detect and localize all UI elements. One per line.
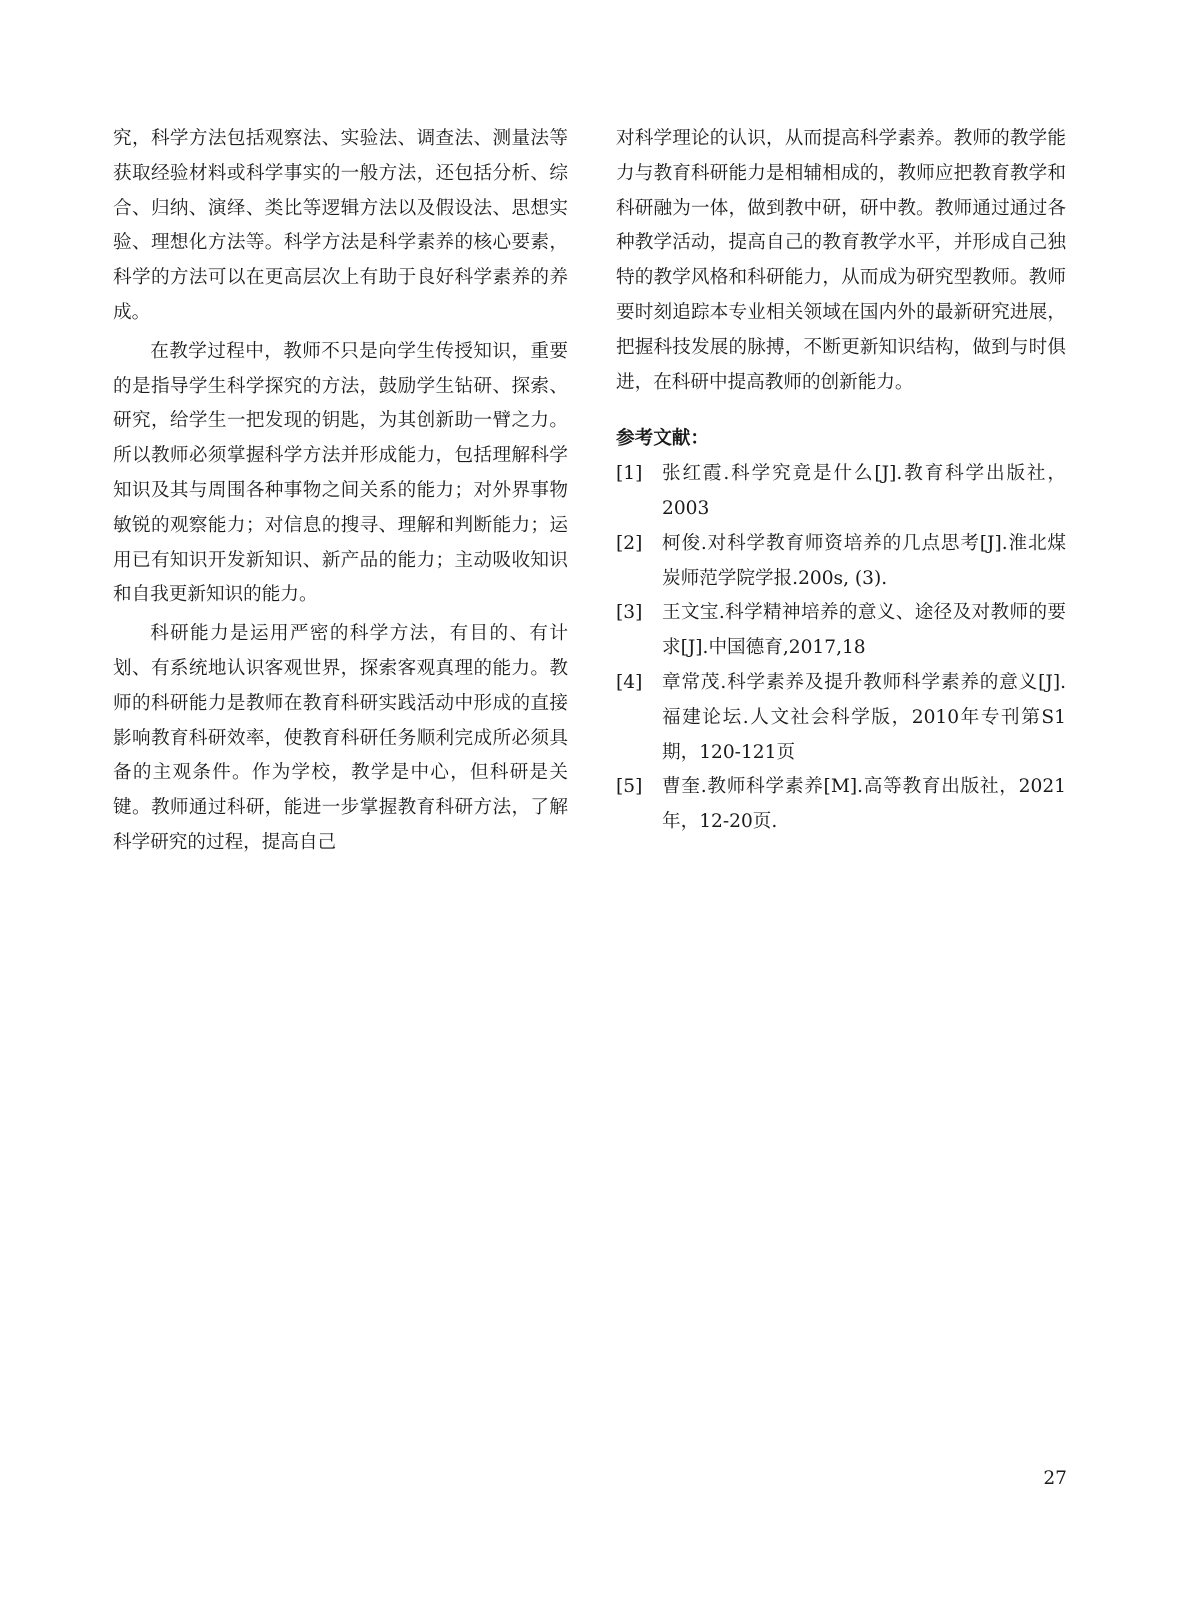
left-column <box>113 122 568 865</box>
body-paragraph-1: 究，科学方法包括观察法、实验法、调查法、测量法等获取经验材料或科学事实的一般方法，还包括分析、综合、归纳、演绎、类比等逻辑方法以及假设法、思想实验、理想化方法等。科学方法是科学素养的核心要素，科学的方法可以在更高层次上有助于良好科学素养的养成。 <box>113 128 568 323</box>
reference-number: [4] <box>616 671 643 693</box>
body-paragraph-2: 在教学过程中，教师不只是向学生传授知识，重要的是指导学生科学探究的方法，鼓励学生钻研、探索、研究，给学生一把发现的钥匙，为其创新助一臂之力。所以教师必须掌握科学方法并形成能力，包括理解科学知识及其与周围各种事物之间关系的能力；对外界事物敏锐的观察能力；对信息的搜寻、理解和判断能力；运用已有知识开发新知识、新产品的能力；主动吸收知识和自我更新知识的能力。 <box>113 340 568 606</box>
reference-item <box>616 770 1066 840</box>
reference-text: 柯俊.对科学教育师资培养的几点思考[J].淮北煤炭师范学院学报.200s, (3). <box>662 532 1066 589</box>
reference-text: 王文宝.科学精神培养的意义、途径及对教师的要求[J].中国德育,2017,18 <box>662 602 1066 659</box>
reference-number: [5] <box>616 776 643 798</box>
reference-text: 张红霞.科学究竟是什么[J].教育科学出版社，2003 <box>662 463 1066 519</box>
reference-text: 章常茂.科学素养及提升教师科学素养的意义[J].福建论坛.人文社会科学版，2010年专刊第S1期，120-121页 <box>662 671 1066 763</box>
body-paragraph-3: 科研能力是运用严密的科学方法，有目的、有计划、有系统地认识客观世界，探索客观真理的能力。教师的科研能力是教师在教育科研实践活动中形成的直接影响教育科研效率，使教育科研任务顺利完成所必须具备的主观条件。作为学校，教学是中心，但科研是关键。教师通过科研，能进一步掌握教育科研方法，了解科学研究的过程，提高自己 <box>113 623 568 853</box>
reference-number: [3] <box>616 602 643 624</box>
reference-number: [1] <box>616 463 643 485</box>
reference-item <box>616 596 1066 666</box>
reference-item <box>616 457 1066 527</box>
body-paragraph-4: 对科学理论的认识，从而提高科学素养。教师的教学能力与教育科研能力是相辅相成的，教师应把教育教学和科研融为一体，做到教中研，研中教。教师通过通过各种教学活动，提高自己的教育教学水平，并形成自己独特的教学风格和科研能力，从而成为研究型教师。教师要时刻追踪本专业相关领域在国内外的最新研究进展，把握科技发展的脉搏，不断更新知识结构，做到与时俱进，在科研中提高教师的创新能力。 <box>616 128 1066 393</box>
page-number: 27 <box>1043 1468 1067 1489</box>
reference-item <box>616 527 1066 597</box>
reference-text: 曹奎.教师科学素养[M].高等教育出版社，2021年，12-20页. <box>662 776 1066 833</box>
reference-item <box>616 666 1066 770</box>
reference-number: [2] <box>616 532 643 554</box>
references-list <box>616 457 1066 840</box>
references-heading: 参考文献： <box>616 428 709 450</box>
right-column <box>616 122 1066 840</box>
